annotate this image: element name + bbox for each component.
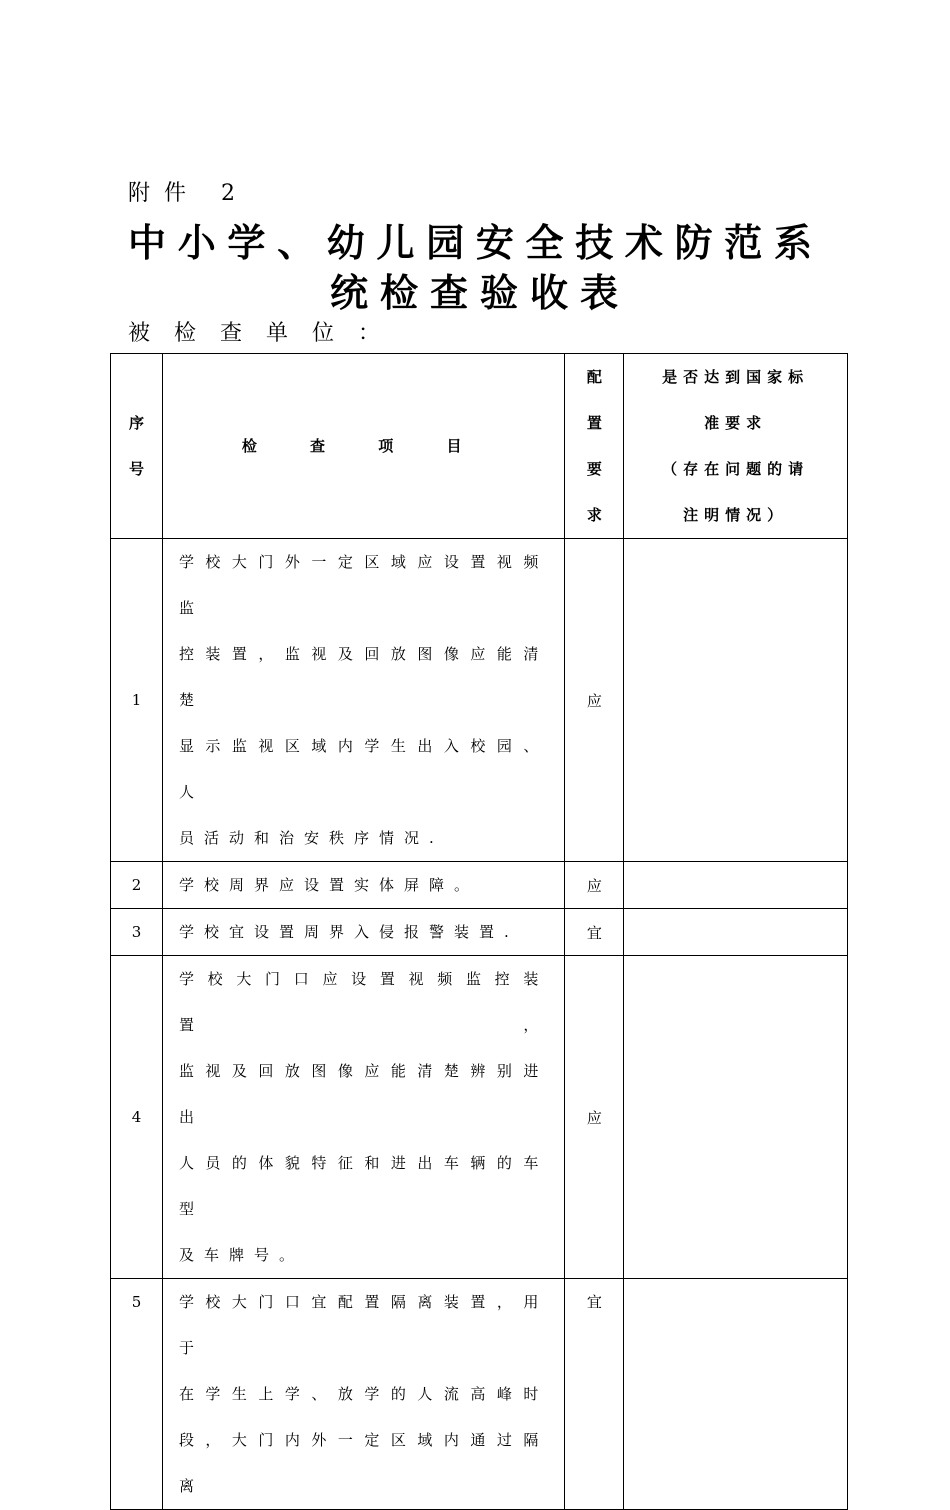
row-item: 学校大门口应设置视频监控装置， 监视及回放图像应能清楚辨别进出 人员的体貌特征和进出车辆的车型 及车牌号。 bbox=[162, 956, 564, 1279]
table-row bbox=[111, 1279, 848, 1510]
row-meets-input[interactable] bbox=[624, 862, 848, 909]
header-meets-standard: 是否达到国家标 准要求 （存在问题的请 注明情况） bbox=[624, 354, 848, 539]
row-requirement: 应 bbox=[565, 956, 624, 1279]
row-item: 学校宜设置周界入侵报警装置. bbox=[162, 909, 564, 956]
page-title-line-1: 中小学、幼儿园安全技术防范系 bbox=[128, 220, 820, 265]
row-meets-input[interactable] bbox=[624, 1279, 848, 1510]
row-meets-input[interactable] bbox=[624, 956, 848, 1279]
row-requirement: 应 bbox=[565, 539, 624, 862]
inspected-unit-label: 被检查单位： bbox=[128, 321, 405, 346]
attachment-label: 附件 2 bbox=[128, 181, 249, 206]
page-title-line-2: 统检查验收表 bbox=[329, 270, 630, 315]
row-requirement: 宜 bbox=[565, 909, 624, 956]
row-number: 2 bbox=[111, 862, 163, 909]
row-number: 3 bbox=[111, 909, 163, 956]
row-number: 4 bbox=[111, 956, 163, 1279]
table-row bbox=[111, 909, 848, 956]
row-number: 5 bbox=[111, 1279, 163, 1510]
row-meets-input[interactable] bbox=[624, 909, 848, 956]
inspection-table bbox=[110, 353, 848, 1510]
row-item: 学校大门口宜配置隔离装置，用于 在学生上学、放学的人流高峰时 段，大门内外一定区域内通过隔离 bbox=[162, 1279, 564, 1510]
row-meets-input[interactable] bbox=[624, 539, 848, 862]
row-number: 1 bbox=[111, 539, 163, 862]
table-row bbox=[111, 862, 848, 909]
row-requirement: 应 bbox=[565, 862, 624, 909]
header-config: 配 置 要 求 bbox=[565, 354, 624, 539]
table-header-row bbox=[111, 354, 848, 539]
table-row bbox=[111, 956, 848, 1279]
row-item: 学校大门外一定区域应设置视频监 控装置，监视及回放图像应能清楚 显示监视区域内学生出入校园、人 员活动和治安秩序情况. bbox=[162, 539, 564, 862]
table-row bbox=[111, 539, 848, 862]
row-requirement: 宜 bbox=[565, 1279, 624, 1510]
header-no: 序 号 bbox=[111, 354, 163, 539]
header-item: 检 查 项 目 bbox=[162, 354, 564, 539]
row-item: 学校周界应设置实体屏障。 bbox=[162, 862, 564, 909]
